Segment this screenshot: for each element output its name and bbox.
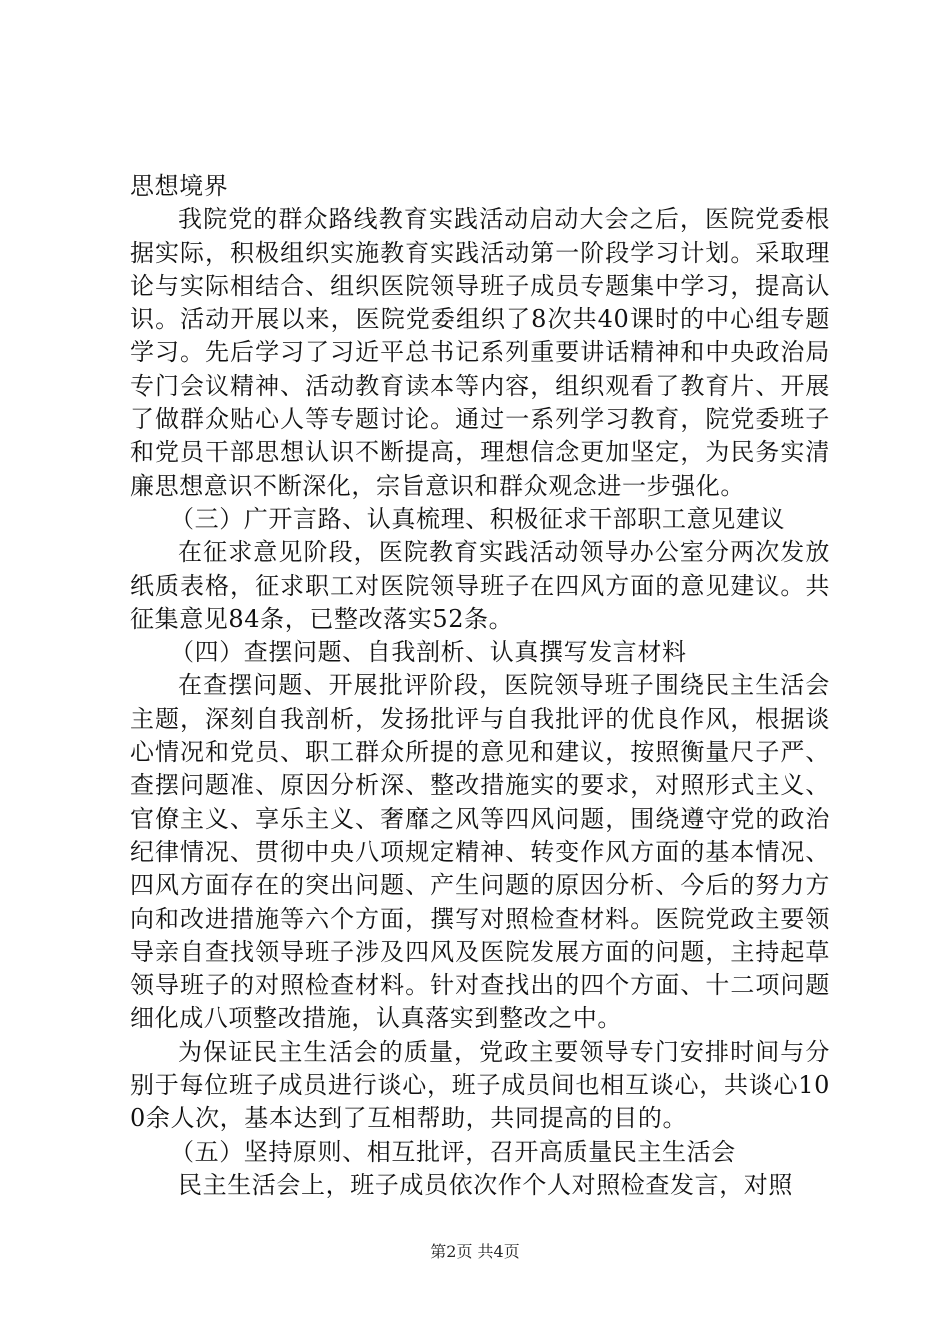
paragraph-democratic-meeting: 民主生活会上，班子成员依次作个人对照检查发言，对照 bbox=[178, 1170, 793, 1199]
document-body bbox=[130, 170, 830, 1202]
paragraph-study-activities: 我院党的群众路线教育实践活动启动大会之后，医院党委根据实际，积极组织实施教育实践活动第一阶段学习计划。采取理论与实际相结合、组织医院领导班子成员专题集中学习，提高认识。活动开展以来，医院党委组织了8次共40课时的中心组专题学习。先后学习了习近平总书记系列重要讲话精神和中央政治局专门会议精神、活动教育读本等内容，组织观看了教育片、开展了做群众贴心人等专题讨论。通过一系列学习教育，院党委班子和党员干部思想认识不断提高，理想信念更加坚定，为民务实清廉思想意识不断深化，宗旨意识和群众观念进一步强化。 bbox=[130, 205, 830, 500]
paragraph-opinion-collection: 在征求意见阶段，医院教育实践活动领导办公室分两次发放纸质表格，征求职工对医院领导班子在四风方面的意见建议。共征集意见84条，已整改落实52条。 bbox=[130, 538, 830, 633]
paragraph-self-examination: 在查摆问题、开展批评阶段，医院领导班子围绕民主生活会主题，深刻自我剖析，发扬批评与自我批评的优良作风，根据谈心情况和党员、职工群众所提的意见和建议，按照衡量尺子严、查摆问题准、原因分析深、整改措施实的要求，对照形式主义、官僚主义、享乐主义、奢靡之风等四风问题，围绕遵守党的政治纪律情况、贯彻中央八项规定精神、转变作风方面的基本情况、四风方面存在的突出问题、产生问题的原因分析、今后的努力方向和改进措施等六个方面，撰写对照检查材料。医院党政主要领导亲自查找领导班子涉及四风及医院发展方面的问题，主持起草领导班子的对照检查材料。针对查找出的四个方面、十二项问题细化成八项整改措施，认真落实到整改之中。 bbox=[130, 671, 830, 1033]
section-heading-3: （三）广开言路、认真梳理、积极征求干部职工意见建议 bbox=[170, 504, 785, 533]
paragraph-heart-talks: 为保证民主生活会的质量，党政主要领导专门安排时间与分别于每位班子成员进行谈心，班子成员间也相互谈心，共谈心100余人次，基本达到了互相帮助，共同提高的目的。 bbox=[130, 1037, 830, 1133]
paragraph-continued: 思想境界 bbox=[130, 172, 229, 200]
section-heading-5: （五）坚持原则、相互批评，召开高质量民主生活会 bbox=[170, 1137, 736, 1166]
page-number-footer: 第2页 共4页 bbox=[430, 1242, 520, 1261]
section-heading-4: （四）查摆问题、自我剖析、认真撰写发言材料 bbox=[170, 638, 687, 667]
